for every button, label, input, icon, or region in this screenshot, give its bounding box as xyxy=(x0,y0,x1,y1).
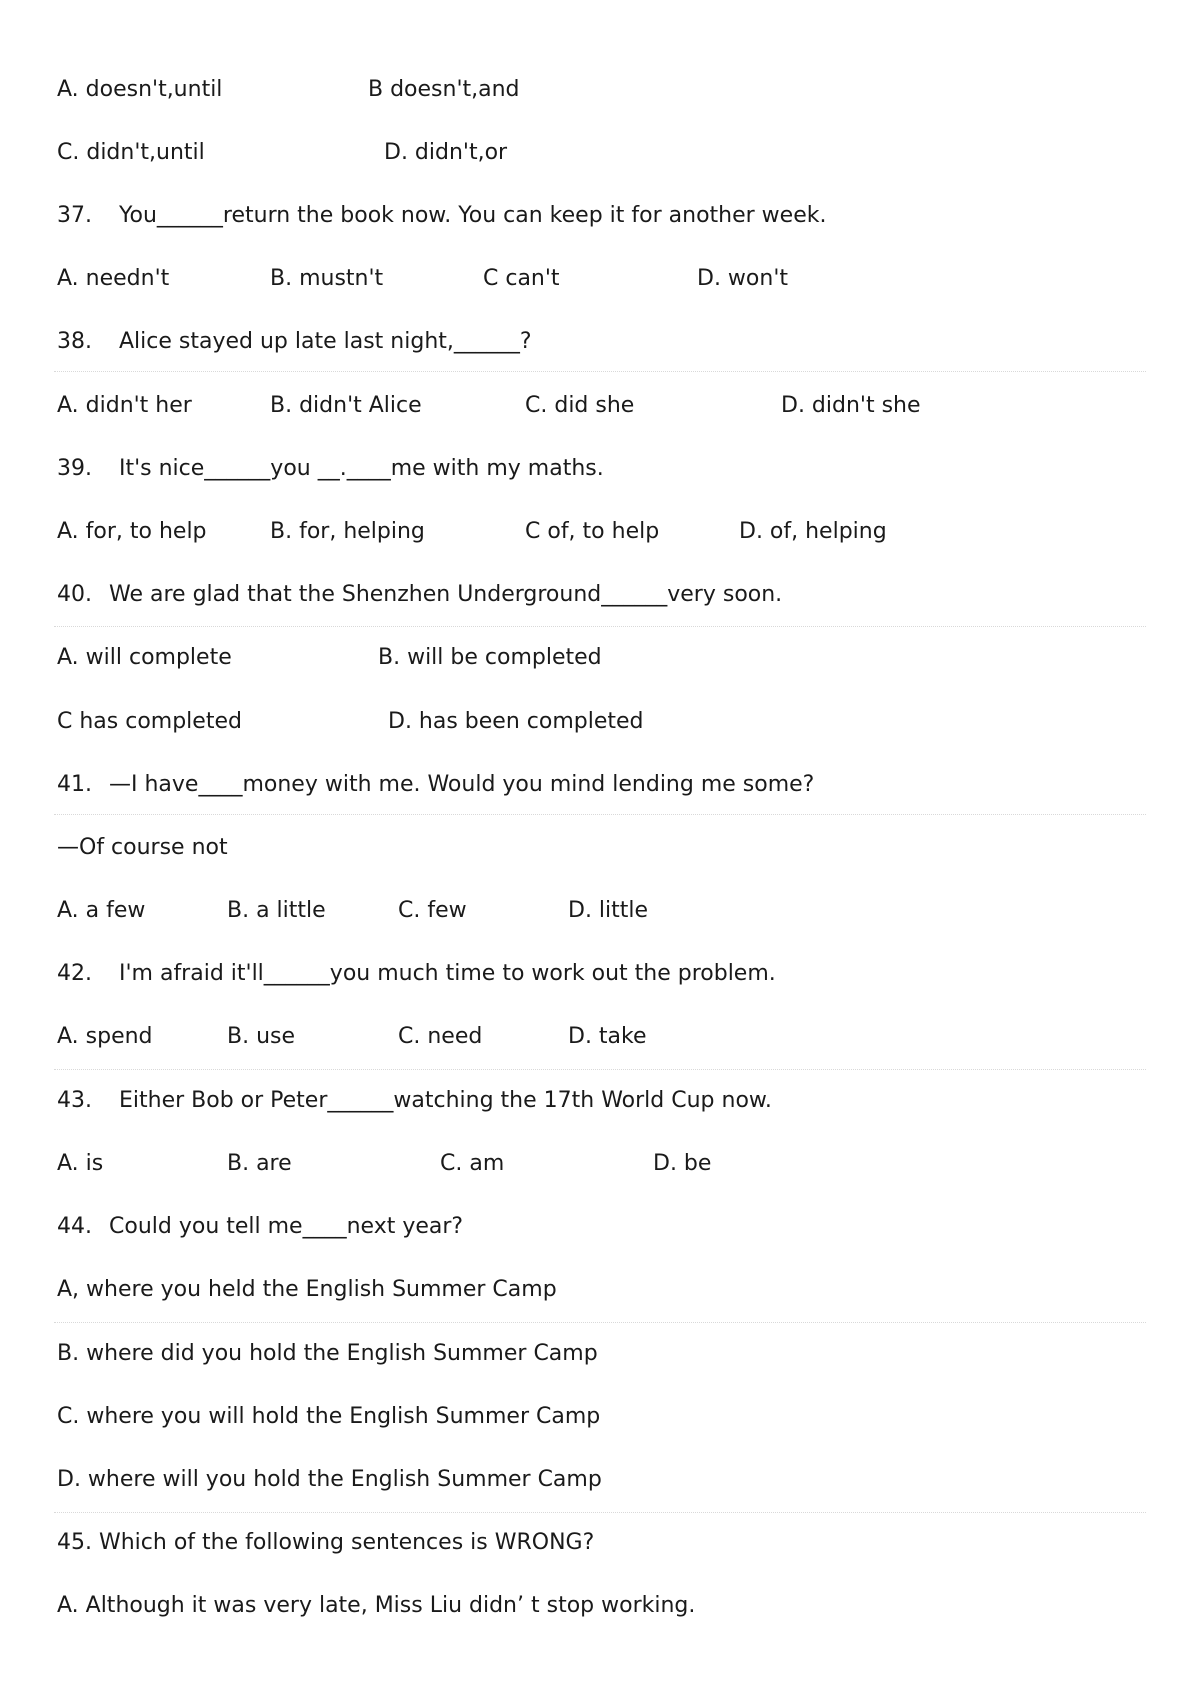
text-line: 45. Which of the following sentences is WRONG? xyxy=(57,1530,595,1555)
text-segment: D. didn't,or xyxy=(384,140,508,165)
text-segment: A. didn't her xyxy=(57,393,192,418)
text-segment: B. will be completed xyxy=(378,645,602,670)
text-segment: It's nice______you __.____me with my maths. xyxy=(119,456,604,481)
question-number: 43. xyxy=(57,1088,92,1113)
text-segment: Alice stayed up late last night,______? xyxy=(119,329,532,354)
text-segment: D. won't xyxy=(697,266,788,291)
text-segment: C has completed xyxy=(57,709,242,734)
text-segment: C. few xyxy=(398,898,467,923)
text-segment: C. didn't,until xyxy=(57,140,205,165)
text-segment: Either Bob or Peter______watching the 17th World Cup now. xyxy=(119,1088,772,1113)
page-divider xyxy=(54,1322,1146,1323)
text-segment: D. little xyxy=(568,898,649,923)
text-segment: D. has been completed xyxy=(388,709,644,734)
text-line: A, where you held the English Summer Camp xyxy=(57,1277,557,1302)
text-segment: C. need xyxy=(398,1024,483,1049)
text-segment: We are glad that the Shenzhen Underground______very soon. xyxy=(109,582,783,607)
text-segment: D. didn't she xyxy=(781,393,921,418)
text-segment: C. am xyxy=(440,1151,505,1176)
question-number: 42. xyxy=(57,961,92,986)
text-segment: B. mustn't xyxy=(270,266,384,291)
text-segment: A. needn't xyxy=(57,266,170,291)
text-segment: A. a few xyxy=(57,898,146,923)
question-number: 41. xyxy=(57,772,92,797)
text-segment: C of, to help xyxy=(525,519,660,544)
question-number: 39. xyxy=(57,456,92,481)
text-segment: B. a little xyxy=(227,898,326,923)
text-segment: A. will complete xyxy=(57,645,232,670)
question-number: 38. xyxy=(57,329,92,354)
text-line: B. where did you hold the English Summer Camp xyxy=(57,1341,598,1366)
page-divider xyxy=(54,814,1146,815)
text-segment: —I have____money with me. Would you mind lending me some? xyxy=(109,772,815,797)
page-divider xyxy=(54,1512,1146,1513)
text-segment: I'm afraid it'll______you much time to work out the problem. xyxy=(119,961,776,986)
text-line: —Of course not xyxy=(57,835,228,860)
page-divider xyxy=(54,1069,1146,1070)
text-segment: A. for, to help xyxy=(57,519,207,544)
text-segment: B. didn't Alice xyxy=(270,393,422,418)
text-segment: B. for, helping xyxy=(270,519,425,544)
text-segment: A. is xyxy=(57,1151,104,1176)
question-number: 37. xyxy=(57,203,92,228)
text-line: A. Although it was very late, Miss Liu didn’ t stop working. xyxy=(57,1593,696,1618)
text-segment: D. of, helping xyxy=(739,519,887,544)
question-number: 44. xyxy=(57,1214,92,1239)
text-segment: A. doesn't,until xyxy=(57,77,223,102)
text-segment: D. be xyxy=(653,1151,712,1176)
question-number: 40. xyxy=(57,582,92,607)
text-segment: C can't xyxy=(483,266,560,291)
text-line: D. where will you hold the English Summer Camp xyxy=(57,1467,602,1492)
text-segment: D. take xyxy=(568,1024,647,1049)
text-segment: You______return the book now. You can keep it for another week. xyxy=(119,203,827,228)
text-segment: B doesn't,and xyxy=(368,77,520,102)
text-segment: C. did she xyxy=(525,393,635,418)
text-line: C. where you will hold the English Summer Camp xyxy=(57,1404,601,1429)
text-segment: A. spend xyxy=(57,1024,153,1049)
page-divider xyxy=(54,626,1146,627)
text-segment: B. use xyxy=(227,1024,296,1049)
page-divider xyxy=(54,371,1146,372)
text-segment: Could you tell me____next year? xyxy=(109,1214,464,1239)
text-segment: B. are xyxy=(227,1151,292,1176)
